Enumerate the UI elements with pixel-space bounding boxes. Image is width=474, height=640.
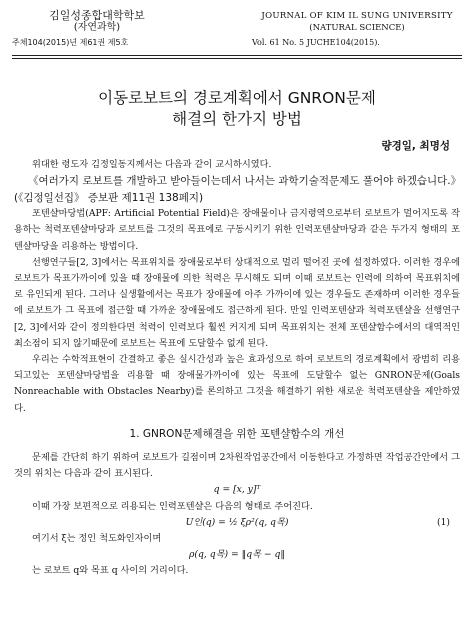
paragraph-prior-work: 선행연구들[2, 3]에서는 목표위치를 장애물로부터 상대적으로 멀리 떨어진 곳에 설정하였다. 이러한 경우에 로보트가 목표가까이에 있을 때 장애물에 의한 척력은 무시해도 되며 이때 로보트는 인력에 의하여 목표위치에로 유인되게 된다. 그러나 실생활에서는 목표가 장애물에 아주 가까이에 있는 경우들도 존재하며 이러한 경우들에 로보트가 그 목표에 접근할 때 가까운 장애물에도 접근하게 된다. 만일 인력포텐샬과 척력포텐샬을 선행연구[2, 3]에서와 같이 정의한다면 척력이 인력보다 훨씬 커지게 되며 목표위치는 전체 포텐샬함수에서의 대역적인 최소점이 되지 않기때문에 로보트는 목표에 도달할수 없게 된다.	[14, 256, 460, 349]
issue-english: Vol. 61 No. 5 JUCHE104(2015).	[252, 38, 380, 47]
paragraph-assumption: 문제를 간단히 하기 위하여 로보트가 길점이며 2차원작업공간에서 이동한다고 가정하면 작업공간안에서 그것의 위치는 다음과 같이 표시된다.	[14, 452, 460, 480]
header-english	[252, 10, 462, 49]
equation-number: (1)	[436, 516, 450, 528]
paragraph-distance: 는 로보트 q와 목표 q 사이의 거리이다.	[32, 565, 189, 577]
paragraph-scaling: 여기서 ξ는 정인 척도화인자이며	[32, 533, 162, 545]
title-line-1: 이동로보트의 경로계획에서 GNRON문제	[98, 89, 376, 107]
title-line-2: 해결의 한가지 방법	[172, 110, 302, 128]
header-korean	[12, 10, 182, 49]
journal-name-english: JOURNAL OF KIM IL SUNG UNIVERSITY	[261, 11, 453, 21]
issue-korean: 주체104(2015)년 제61권 제5호	[12, 38, 129, 47]
journal-header	[12, 10, 462, 50]
section-heading: 1. GNRON문제해결을 위한 포텐샬함수의 개선	[129, 427, 345, 440]
paper-title	[0, 88, 474, 130]
header-rule-thin	[12, 58, 462, 59]
journal-subtitle-korean: (자연과학)	[73, 22, 121, 33]
paragraph-intro: 위대한 령도자 김정일동지께서는 다음과 같이 교시하시였다.	[32, 159, 272, 170]
journal-subtitle-english: (NATURAL SCIENCE)	[309, 23, 405, 33]
equation-attractive-potential	[14, 515, 460, 531]
equation-1-body: U인(q) = ½ ξρ²(q, q목)	[185, 516, 289, 528]
paper-body	[14, 157, 460, 580]
quotation: 《여러가지 로보트를 개발하고 받아들이는데서 나서는 과학기술적문제도 풀어야 하겠습니다.》(《김정일선집》 증보판 제11권 138페지)	[14, 175, 456, 204]
paragraph-attractive: 이때 가장 보편적으로 리용되는 인력포텐샬은 다음의 형태로 주어진다.	[32, 500, 313, 512]
journal-name-korean: 김일성종합대학학보	[49, 9, 145, 22]
authors: 량경일, 최명성	[381, 140, 450, 152]
paragraph-contribution: 우리는 수학적표현이 간결하고 좋은 실시간성과 높은 효과성으로 하여 로보트의 경로계획에서 광범히 리용되고있는 포텐샬마당법을 리용할 때 장애물가까이에 있는 목표에 도달할수 없는 GNRON문제(Goals Nonreachable with Obstacles Nearby)를 론의하고 그것을 해결하기 위한 새로운 척력포텐샬을 제안하였다.	[14, 354, 460, 414]
paragraph-apf: 포텐샬마당법(APF: Artificial Potential Field)은 장애물이나 금지령역으로부터 로보트가 멀어지도록 작용하는 척력포텐샬마당과 로보트를 그것의 목표에로 구동시키기 위한 인력포텐샬마당과 같은 두가지 형태의 포텐샬마당을 리용하는 방법이다.	[14, 208, 460, 252]
equation-distance: ρ(q, q목) = ‖q목 − q‖	[189, 549, 285, 561]
equation-position: q = [x, y]ᵀ	[213, 484, 261, 496]
header-rule	[12, 55, 462, 56]
